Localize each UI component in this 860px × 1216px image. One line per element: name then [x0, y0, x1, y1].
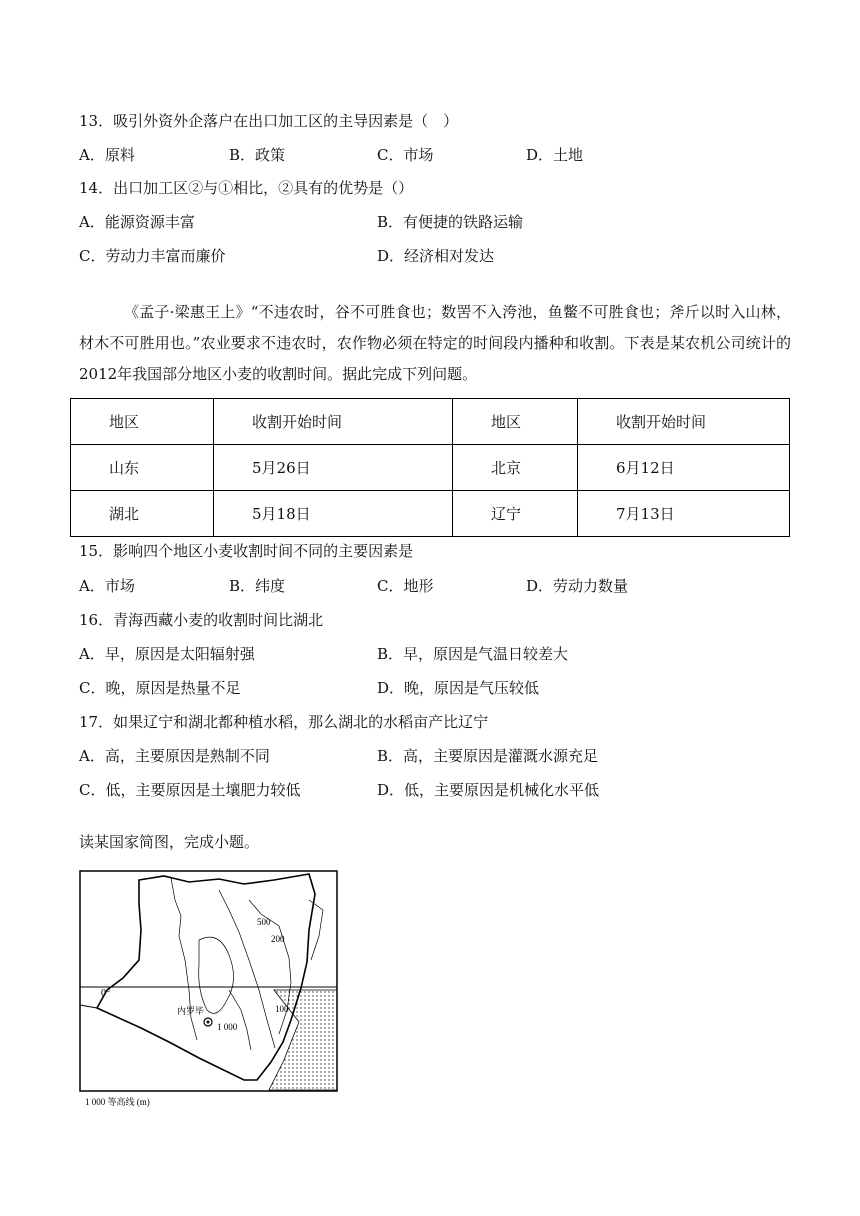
option-b[interactable]: B．高，主要原因是灌溉水源充足	[377, 747, 599, 765]
option-d[interactable]: D．经济相对发达	[377, 247, 495, 265]
option-d[interactable]: D．晚，原因是气压较低	[377, 679, 540, 697]
country-map	[79, 870, 339, 1112]
table-cell: 山东	[71, 445, 214, 491]
harvest-table	[70, 398, 790, 537]
option-c[interactable]: C．低，主要原因是土壤肥力较低	[79, 781, 301, 799]
option-b[interactable]: B．纬度	[229, 577, 286, 595]
option-c[interactable]: C．劳动力丰富而廉价	[79, 247, 226, 265]
table-cell: 5月26日	[214, 445, 453, 491]
question-stem: 14．出口加工区②与①相比，②具有的优势是（）	[79, 179, 414, 197]
equator-label: 0°	[101, 988, 110, 999]
option-b[interactable]: B．早，原因是气温日较差大	[377, 645, 569, 663]
contour-label: 500	[257, 917, 271, 927]
table-header: 地区	[71, 399, 214, 445]
table-cell: 辽宁	[453, 491, 578, 537]
table-cell: 北京	[453, 445, 578, 491]
contour-label: 100	[275, 1004, 289, 1014]
map-legend: 1 000 等高线 (m)	[85, 1097, 150, 1107]
table-row	[71, 491, 790, 537]
table-header-row	[71, 399, 790, 445]
option-b[interactable]: B．有便捷的铁路运输	[377, 213, 524, 231]
table-header: 收割开始时间	[578, 399, 790, 445]
capital-label: 内罗毕	[177, 1006, 205, 1016]
option-d[interactable]: D．低，主要原因是机械化水平低	[377, 781, 600, 799]
option-c[interactable]: C．晚，原因是热量不足	[79, 679, 241, 697]
question-stem: 16．青海西藏小麦的收割时间比湖北	[79, 611, 324, 629]
option-a[interactable]: A．能源资源丰富	[79, 213, 195, 231]
capital-dot	[207, 1021, 210, 1024]
option-a[interactable]: A．高，主要原因是熟制不同	[79, 747, 270, 765]
table-row	[71, 445, 790, 491]
question-stem: 15．影响四个地区小麦收割时间不同的主要因素是	[79, 542, 414, 560]
map-intro: 读某国家简图，完成小题。	[79, 833, 260, 851]
table-cell: 5月18日	[214, 491, 453, 537]
option-a[interactable]: A．市场	[79, 577, 135, 595]
table-cell: 6月12日	[578, 445, 790, 491]
table-header: 地区	[453, 399, 578, 445]
option-c[interactable]: C．地形	[377, 577, 434, 595]
table-header: 收割开始时间	[214, 399, 453, 445]
option-d[interactable]: D．土地	[526, 146, 584, 164]
contour-label: 1 000	[217, 1022, 238, 1032]
option-c[interactable]: C．市场	[377, 146, 434, 164]
question-stem: 17．如果辽宁和湖北都种植水稻，那么湖北的水稻亩产比辽宁	[79, 713, 489, 731]
table-cell: 湖北	[71, 491, 214, 537]
option-b[interactable]: B．政策	[229, 146, 286, 164]
contour-label: 200	[271, 934, 285, 944]
reading-passage: 《孟子·梁惠王上》“不违农时，谷不可胜食也；数罟不入洿池，鱼鳖不可胜食也；斧斤以时入山林，材木不可胜用也。”农业要求不违农时，农作物必须在特定的时间段内播种和收割。下表是某农机公司统计的2012年我国部分地区小麦的收割时间。据此完成下列问题。	[79, 303, 791, 383]
table-cell: 7月13日	[578, 491, 790, 537]
option-a[interactable]: A．原料	[79, 146, 135, 164]
option-a[interactable]: A．早，原因是太阳辐射强	[79, 645, 255, 663]
option-d[interactable]: D．劳动力数量	[526, 577, 629, 595]
question-stem: 13．吸引外资外企落户在出口加工区的主导因素是（ ）	[79, 112, 459, 130]
